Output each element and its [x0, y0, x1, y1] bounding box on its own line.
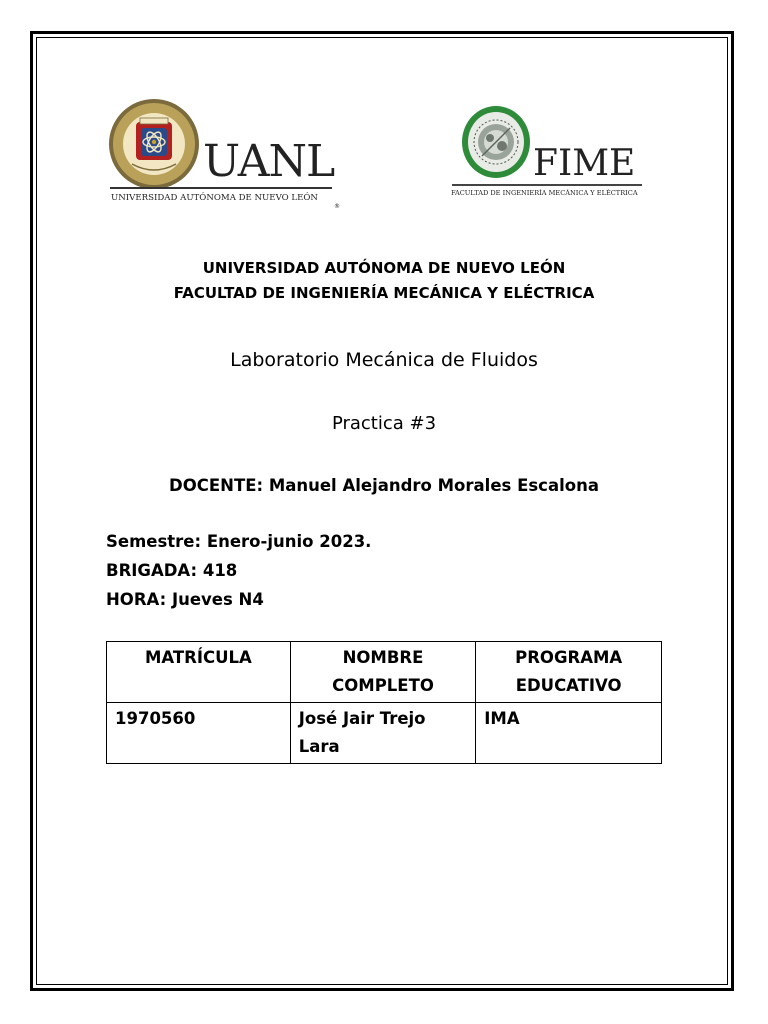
cell-programa: IMA: [476, 703, 662, 764]
brigade-line: BRIGADA: 418: [106, 561, 238, 580]
fime-rule: [452, 184, 642, 186]
uanl-seal-icon: [108, 98, 200, 190]
teacher-line: DOCENTE: Manuel Alejandro Morales Escalona: [169, 476, 599, 495]
header-nombre: NOMBRE COMPLETO: [290, 642, 476, 703]
university-name: UNIVERSIDAD AUTÓNOMA DE NUEVO LEÓN: [202, 259, 566, 277]
fime-seal-icon: [460, 104, 532, 180]
student-table: [106, 641, 662, 764]
faculty-name: FACULTAD DE INGENIERÍA MECÁNICA Y ELÉCTRICA: [173, 284, 595, 302]
cell-matricula: 1970560: [107, 703, 291, 764]
registered-mark: ®: [334, 203, 340, 210]
fime-wordmark: FIME: [533, 143, 636, 184]
semester-line: Semestre: Enero-junio 2023.: [106, 532, 372, 551]
hour-line: HORA: Jueves N4: [106, 590, 264, 609]
cell-nombre: José Jair Trejo Lara: [290, 703, 476, 764]
table-header-row: [107, 642, 662, 703]
uanl-logo-subtitle: UNIVERSIDAD AUTÓNOMA DE NUEVO LEÓN: [111, 193, 318, 203]
uanl-wordmark: UANL: [203, 136, 335, 187]
course-title: Laboratorio Mecánica de Fluidos: [230, 349, 538, 371]
uanl-rule: [110, 187, 332, 189]
table-row: [107, 703, 662, 764]
header-programa: PROGRAMA EDUCATIVO: [476, 642, 662, 703]
header-matricula: MATRÍCULA: [107, 642, 291, 703]
practice-title: Practica #3: [331, 413, 437, 434]
fime-logo-subtitle: FACULTAD DE INGENIERÍA MECÁNICA Y ELÉCTRICA: [451, 189, 638, 197]
